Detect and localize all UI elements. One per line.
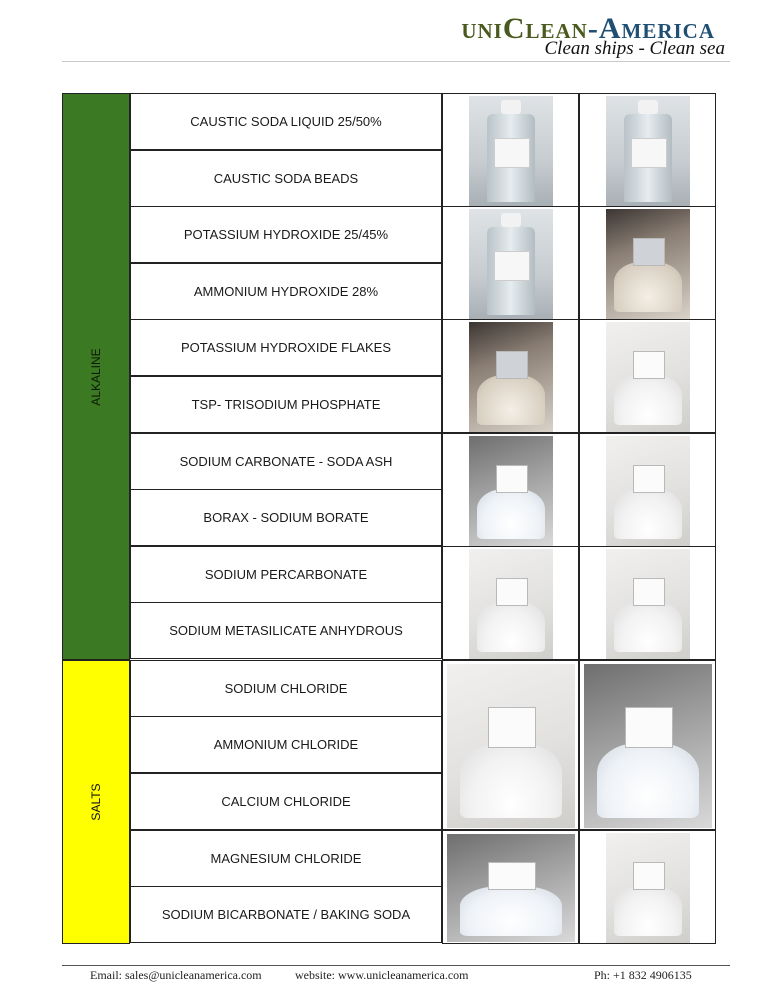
brand-logo-part1: uniClean: [461, 12, 588, 45]
product-image-cell: [442, 660, 579, 830]
product-image-cell: [442, 206, 579, 320]
product-name: CAUSTIC SODA BEADS: [130, 150, 442, 207]
footer-divider: [62, 965, 730, 966]
product-photo: [606, 96, 690, 206]
product-photo: [606, 833, 690, 943]
header-divider: [62, 61, 730, 62]
product-photo: [469, 549, 553, 659]
product-name: SODIUM CARBONATE - SODA ASH: [130, 433, 442, 490]
product-image-cell: [579, 546, 716, 660]
brand-logo-part2: -America: [587, 12, 715, 45]
product-name: TSP- TRISODIUM PHOSPHATE: [130, 376, 442, 433]
product-name: SODIUM CHLORIDE: [130, 660, 442, 717]
product-image-cell: [442, 830, 579, 944]
product-name: CAUSTIC SODA LIQUID 25/50%: [130, 93, 442, 150]
product-photo: [584, 664, 712, 828]
category-salts-label: SALTS: [89, 783, 103, 821]
product-image-cell: [579, 660, 716, 830]
product-photo: [606, 322, 690, 432]
product-photo: [606, 549, 690, 659]
footer-email: Email: sales@unicleanamerica.com: [90, 968, 262, 982]
footer-phone: Ph: +1 832 4906135: [594, 968, 692, 982]
product-name: SODIUM METASILICATE ANHYDROUS: [130, 602, 442, 659]
category-alkaline-label: ALKALINE: [89, 347, 103, 406]
product-photo: [469, 96, 553, 206]
product-photo: [469, 322, 553, 432]
product-image-cell: [579, 206, 716, 320]
product-photo: [606, 436, 690, 546]
product-name: AMMONIUM CHLORIDE: [130, 716, 442, 773]
brand-tagline: Clean ships - Clean sea: [544, 38, 725, 59]
product-image-cell: [579, 93, 716, 207]
product-image-cell: [579, 433, 716, 547]
product-image-cell: [442, 433, 579, 547]
product-image-cell: [442, 546, 579, 660]
product-name: MAGNESIUM CHLORIDE: [130, 830, 442, 887]
product-photo: [447, 664, 575, 828]
product-name: AMMONIUM HYDROXIDE 28%: [130, 263, 442, 320]
product-image-cell: [579, 319, 716, 433]
product-name: POTASSIUM HYDROXIDE 25/45%: [130, 206, 442, 263]
product-photo: [606, 209, 690, 319]
product-photo: [447, 834, 575, 942]
product-image-cell: [442, 319, 579, 433]
product-image-cell: [442, 93, 579, 207]
page-header: [0, 0, 773, 64]
product-name: CALCIUM CHLORIDE: [130, 773, 442, 830]
product-name: SODIUM BICARBONATE / BAKING SODA: [130, 886, 442, 943]
category-alkaline: [62, 93, 130, 660]
product-name: SODIUM PERCARBONATE: [130, 546, 442, 603]
product-image-cell: [579, 830, 716, 944]
product-photo: [469, 436, 553, 546]
category-salts: [62, 660, 130, 944]
product-name: POTASSIUM HYDROXIDE FLAKES: [130, 319, 442, 376]
product-name: BORAX - SODIUM BORATE: [130, 489, 442, 546]
product-photo: [469, 209, 553, 319]
footer-website: website: www.unicleanamerica.com: [295, 968, 469, 982]
